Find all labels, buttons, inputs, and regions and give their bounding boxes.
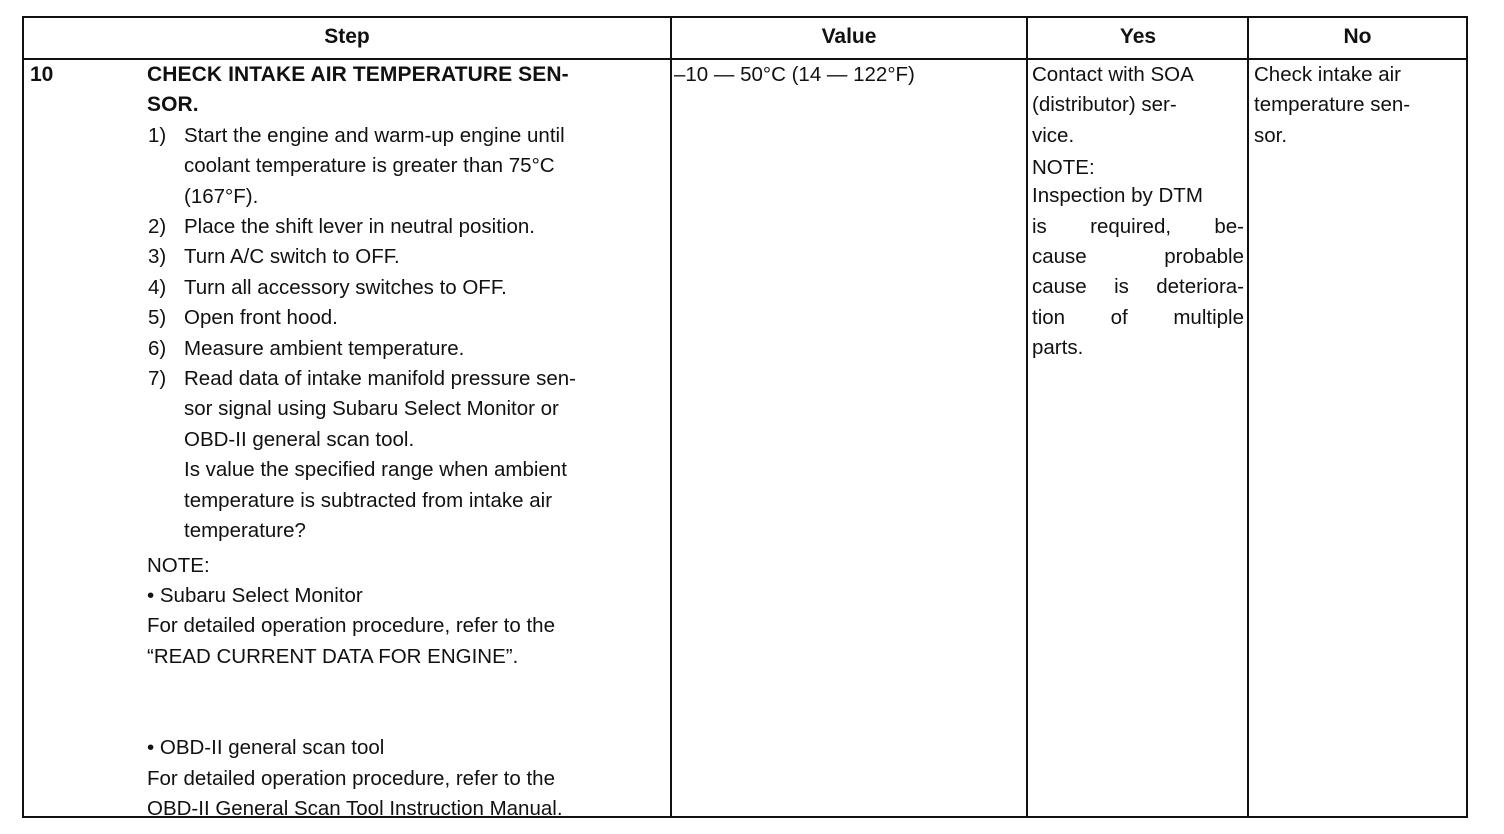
header-no: No	[1343, 25, 1372, 48]
header-yes: Yes	[1119, 25, 1157, 48]
procedure-step: 4) Turn all accessory switches to OFF.	[148, 275, 507, 299]
procedure-step: 6) Measure ambient temperature.	[148, 336, 465, 360]
header-value: Value	[821, 25, 877, 48]
column-divider	[670, 18, 672, 816]
procedure-step: 7) Read data of intake manifold pressure sen- sor signal using Subaru Select Monitor or OBD-II general scan tool. Is value the specified range when ambient temperature is subtracted from intake air temperature?	[148, 367, 577, 543]
no-cell: Check intake air temperature sen- sor.	[1254, 63, 1411, 147]
procedure-list	[147, 121, 665, 547]
note-label: NOTE:	[147, 553, 210, 577]
diagnostic-table	[22, 16, 1468, 818]
procedure-step: 1) Start the engine and warm-up engine until coolant temperature is greater than 75°C (167°F).	[148, 123, 565, 208]
procedure-step: 5) Open front hood.	[148, 306, 338, 330]
column-divider	[1026, 18, 1028, 816]
step-title: CHECK INTAKE AIR TEMPERATURE SEN- SOR.	[147, 63, 569, 117]
step-note: NOTE: • Subaru Select Monitor For detailed operation procedure, refer to the “READ CURRENT DATA FOR ENGINE”. • OBD-II general scan tool For detailed operation procedure, refer to the OBD-II General Scan Tool Instruction Manual.	[147, 551, 665, 825]
header-step: Step	[324, 25, 370, 48]
value-cell: –10 — 50°C (14 — 122°F)	[674, 63, 915, 86]
step-number: 10	[30, 63, 54, 86]
procedure-step: 2) Place the shift lever in neutral position.	[148, 215, 535, 239]
yes-note-label: NOTE:	[1032, 156, 1095, 180]
column-divider	[1247, 18, 1249, 816]
procedure-step: 3) Turn A/C switch to OFF.	[148, 245, 400, 269]
step-cell	[147, 60, 665, 824]
table-header-row	[24, 18, 1466, 60]
yes-cell: Contact with SOA (distributor) ser- vice. NOTE: Inspection by DTM is required, be- cause probable cause is deteriora- tion of multiple parts.	[1032, 63, 1244, 360]
